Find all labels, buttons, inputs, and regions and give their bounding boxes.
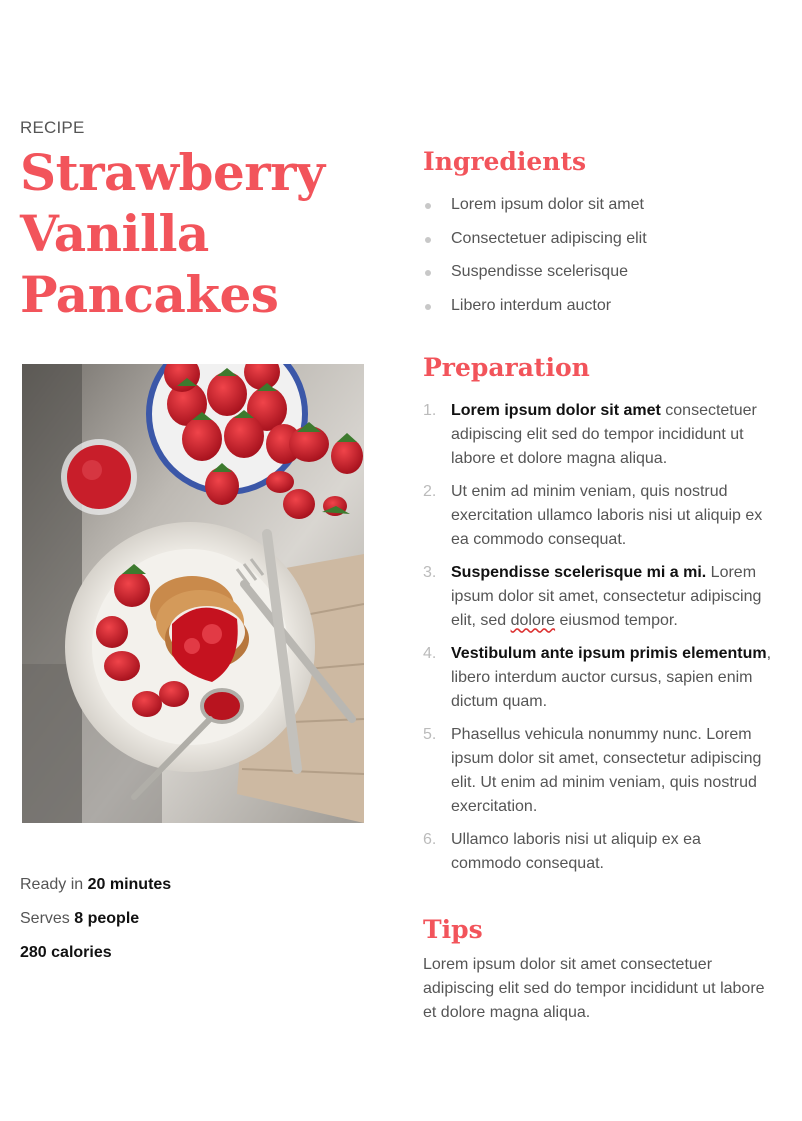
step-number: 4. (423, 644, 437, 662)
step-text: , libero interdum auctor cursus, sapien enim dictum quam. (451, 644, 772, 710)
step-bold: Vestibulum ante ipsum primis elementum (451, 644, 767, 662)
spelling-underlined-word: dolore (510, 611, 556, 629)
bullet-icon (425, 203, 431, 209)
step-text: eiusmod tempor. (555, 611, 678, 629)
preparation-heading: Preparation (423, 352, 590, 382)
ingredients-heading: Ingredients (423, 147, 587, 176)
step-number: 3. (423, 563, 437, 581)
list-item (423, 828, 773, 876)
step-number: 2. (423, 482, 437, 500)
step-text: Lorem ipsum dolor sit amet, consectetur adipiscing elit, sed (451, 563, 762, 629)
step-number: 6. (423, 830, 437, 848)
kicker-label: RECIPE (20, 118, 85, 137)
serves-value: 8 people (74, 910, 140, 927)
bullet-icon (425, 304, 431, 310)
recipe-body (423, 145, 773, 1025)
step-bold: Lorem ipsum dolor sit amet (451, 401, 661, 419)
ready-time (20, 868, 171, 902)
step-text: Ut enim ad minim veniam, quis nostrud exercitation ullamco laboris nisi ut aliquip ex ea commodo consequat. (451, 482, 763, 548)
step-number: 5. (423, 725, 437, 743)
tips-text: Lorem ipsum dolor sit amet consectetuer adipiscing elit sed do tempor incididunt ut labore et dolore magna aliqua. (423, 955, 765, 1021)
ingredient-text: Suspendisse scelerisque (451, 263, 628, 280)
page-title (20, 142, 380, 325)
step-number: 1. (423, 401, 437, 419)
servings (20, 902, 171, 936)
list-item (423, 480, 773, 552)
calories (20, 936, 171, 970)
bullet-icon (425, 270, 431, 276)
recipe-facts (20, 868, 171, 970)
serves-label: Serves (20, 910, 70, 927)
list-item (423, 561, 773, 633)
ready-value: 20 minutes (87, 876, 172, 893)
preparation-list (423, 399, 773, 876)
step-text: Phasellus vehicula nonummy nunc. Lorem ipsum dolor sit amet, consectetur adipiscing elit. Ut enim ad minim veniam, quis nostrud exercitation. (451, 725, 762, 815)
ingredient-text: Libero interdum auctor (451, 296, 612, 314)
pancakes-photo (22, 364, 364, 823)
bullet-icon (425, 237, 431, 243)
calories-value: 280 calories (20, 944, 112, 961)
tips-heading: Tips (423, 914, 483, 944)
list-item (423, 642, 773, 714)
ready-label: Ready in (20, 876, 84, 893)
step-bold: Suspendisse scelerisque mi a mi. (451, 563, 707, 581)
step-text: Ullamco laboris nisi ut aliquip ex ea commodo consequat. (451, 830, 701, 872)
list-item (423, 227, 773, 251)
recipe-header (20, 116, 380, 325)
list-item (423, 399, 773, 471)
title-line: Strawberry (20, 143, 325, 202)
list-item (423, 193, 773, 217)
list-item (423, 294, 773, 318)
list-item (423, 260, 773, 284)
ingredient-text: Lorem ipsum dolor sit amet (451, 196, 644, 213)
title-line: Vanilla (20, 204, 209, 263)
step-text: consectetuer adipiscing elit sed do tempor incididunt ut labore et dolore magna aliqua. (451, 401, 757, 467)
ingredients-list (423, 193, 773, 318)
ingredient-text: Consectetuer adipiscing elit (451, 229, 647, 247)
list-item (423, 723, 773, 819)
title-line: Pancakes (20, 265, 279, 324)
